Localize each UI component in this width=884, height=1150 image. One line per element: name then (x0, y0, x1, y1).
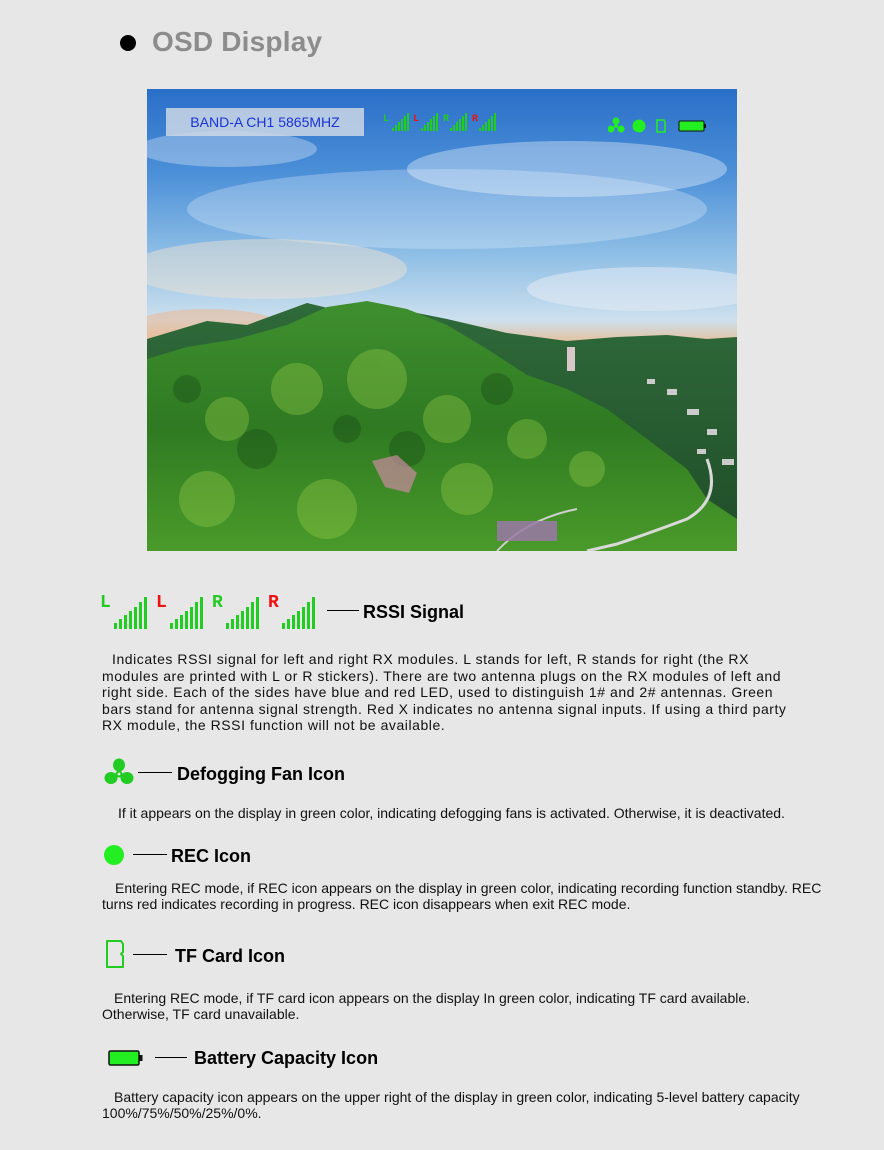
battery-leader-line (155, 1057, 187, 1058)
rec-description: Entering REC mode, if REC icon appears on the display in green color, indicating recording function standby. REC turns red indicates recording in progress. REC icon disappears when exit REC mode. (102, 880, 822, 912)
svg-text:L: L (413, 114, 420, 125)
osd-rssi-indicator (383, 109, 503, 133)
rec-leader-line (133, 854, 167, 855)
fan-heading: Defogging Fan Icon (177, 764, 345, 784)
title-bullet-icon (120, 35, 136, 51)
svg-text:R: R (212, 593, 223, 613)
fan-description: If it appears on the display in green color, indicating defogging fans is activated. Otherwise, it is deactivated. (118, 805, 785, 821)
rec-heading: REC Icon (171, 846, 252, 866)
landscape-scene (147, 89, 737, 551)
svg-text:R: R (472, 114, 479, 125)
osd-rec-icon (633, 120, 646, 133)
svg-text:R: R (443, 114, 450, 125)
osd-tf-card-icon (657, 120, 665, 132)
svg-text:R: R (268, 593, 279, 613)
fan-leader-line (138, 772, 172, 773)
battery-description: Battery capacity icon appears on the upper right of the display in green color, indicating 5-level battery capacity 100%/75%/50%/25%/0%. (102, 1089, 800, 1121)
svg-text:L: L (383, 114, 390, 125)
rssi-signal-icon (100, 590, 322, 632)
tf-description: Entering REC mode, if TF card icon appears on the display In green color, indicating TF card available. Otherwise, TF card unavailable. (102, 990, 751, 1022)
fan-icon (104, 758, 134, 786)
svg-text:L: L (156, 593, 167, 613)
osd-status-icons (608, 117, 708, 135)
rssi-description: Indicates RSSI signal for left and right RX modules. L stands for left, R stands for right (the RX modules are printed with L or R stickers). There are two antenna plugs on the RX modules of left and right side. Each of the sides have blue and red LED, used to distinguish 1# and 2# antennas. Green bars stand for antenna signal strength. Red X indicates no antenna signal inputs. If using a third party RX module, the RSSI function will not be available. (102, 651, 787, 733)
svg-text:L: L (100, 593, 111, 613)
tf-leader-line (133, 954, 167, 955)
osd-battery-icon (679, 121, 706, 131)
osd-preview-image (147, 89, 737, 551)
battery-icon (108, 1049, 144, 1067)
osd-band-channel-label: BAND-A CH1 5865MHZ (166, 108, 364, 136)
rec-icon (104, 845, 124, 865)
rssi-leader-line (327, 610, 359, 611)
battery-heading: Battery Capacity Icon (194, 1048, 379, 1068)
tf-heading: TF Card Icon (175, 946, 286, 966)
page-title: OSD Display (152, 26, 323, 57)
tf-card-icon (105, 939, 129, 969)
osd-fan-icon (608, 118, 625, 133)
rssi-heading: RSSI Signal (363, 602, 465, 622)
